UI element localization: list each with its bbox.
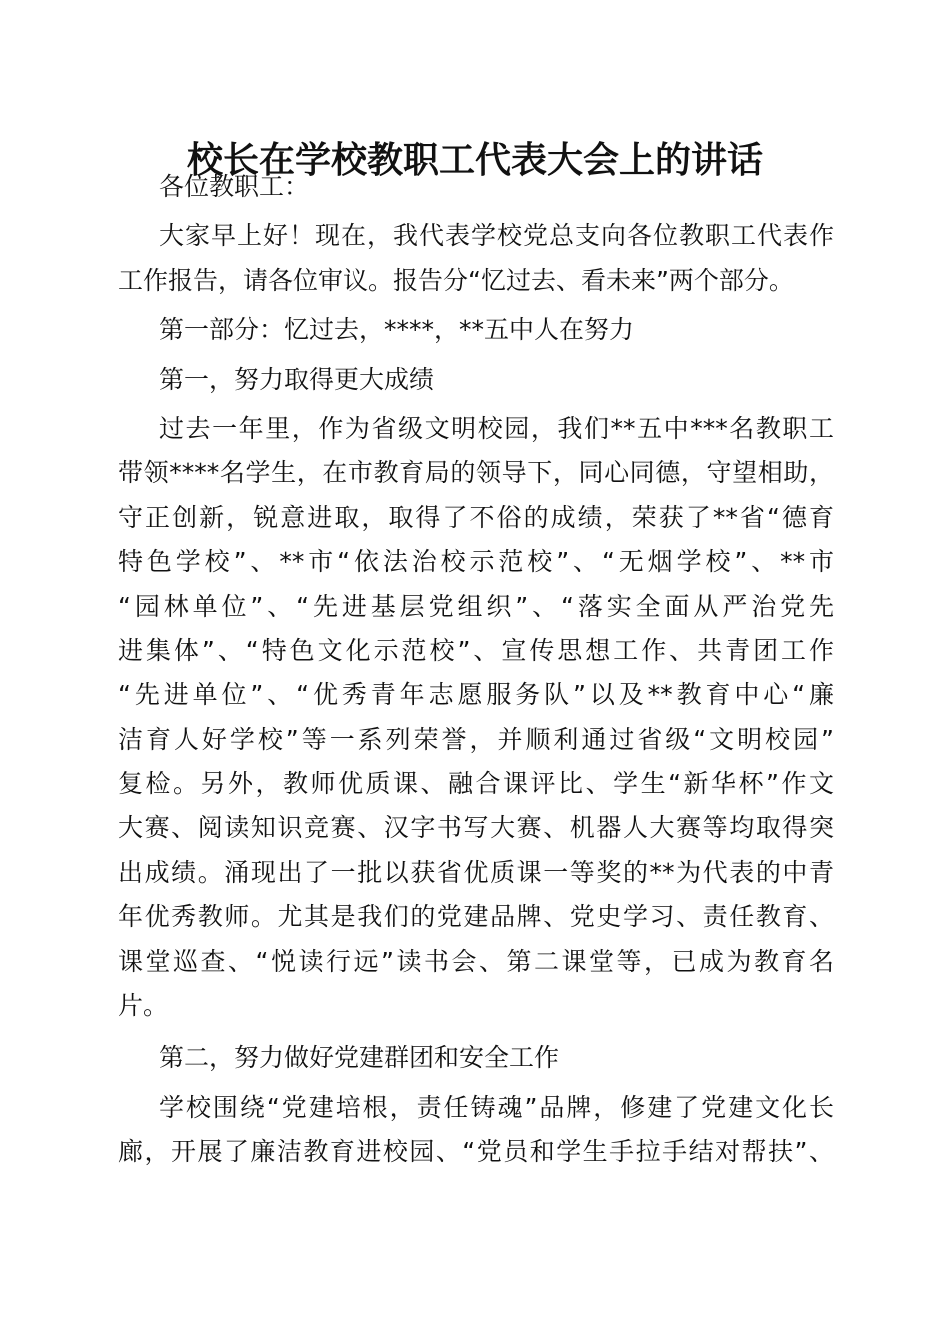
paragraph-line: 年优秀教师。尤其是我们的党建品牌、党史学习、责任教育、: [118, 902, 834, 932]
paragraph-line: 洁育人好学校”等一系列荣誉，并顺利通过省级“文明校园”: [118, 724, 834, 754]
paragraph-line: 工作报告，请各位审议。报告分“忆过去、看未来”两个部分。: [118, 265, 794, 295]
paragraph-line: 进集体”、“特色文化示范校”、宣传思想工作、共青团工作: [118, 635, 834, 665]
paragraph-line: 过去一年里，作为省级文明校园，我们**五中***名教职工: [159, 413, 834, 443]
paragraph-line: 出成绩。涌现出了一批以获省优质课一等奖的**为代表的中青: [118, 857, 834, 887]
paragraph-line: “园林单位”、“先进基层党组织”、“落实全面从严治党先: [118, 591, 834, 621]
paragraph-line: 大赛、阅读知识竞赛、汉字书写大赛、机器人大赛等均取得突: [118, 813, 834, 843]
paragraph-line: 课堂巡查、“悦读行远”读书会、第二课堂等，已成为教育名: [118, 946, 834, 976]
subsection-heading: 第二，努力做好党建群团和安全工作: [159, 1043, 560, 1073]
paragraph-line: 廊，开展了廉洁教育进校园、“党员和学生手拉手结对帮扶”、: [118, 1137, 834, 1167]
paragraph-line: 守正创新，锐意进取，取得了不俗的成绩，荣获了**省“德育: [118, 502, 834, 532]
paragraph-line: 学校围绕“党建培根，责任铸魂”品牌，修建了党建文化长: [159, 1092, 834, 1122]
paragraph-line: “先进单位”、“优秀青年志愿服务队”以及**教育中心“廉: [118, 680, 834, 710]
subsection-heading: 第一，努力取得更大成绩: [159, 364, 435, 394]
paragraph-line: 片。: [118, 991, 169, 1021]
document-title: 校长在学校教职工代表大会上的讲话: [186, 139, 763, 181]
paragraph-line: 带领****名学生，在市教育局的领导下，同心同德，守望相助，: [118, 458, 834, 488]
paragraph-line: 特色学校”、**市“依法治校示范校”、“无烟学校”、**市: [118, 547, 834, 577]
document-body: [118, 165, 834, 1175]
salutation: 各位教职工：: [159, 172, 310, 201]
paragraph-line: 复检。另外，教师优质课、融合课评比、学生“新华杯”作文: [118, 769, 834, 799]
paragraph-line: 大家早上好！现在，我代表学校党总支向各位教职工代表作: [159, 221, 834, 251]
section-heading: 第一部分：忆过去，****，**五中人在努力: [159, 315, 635, 345]
